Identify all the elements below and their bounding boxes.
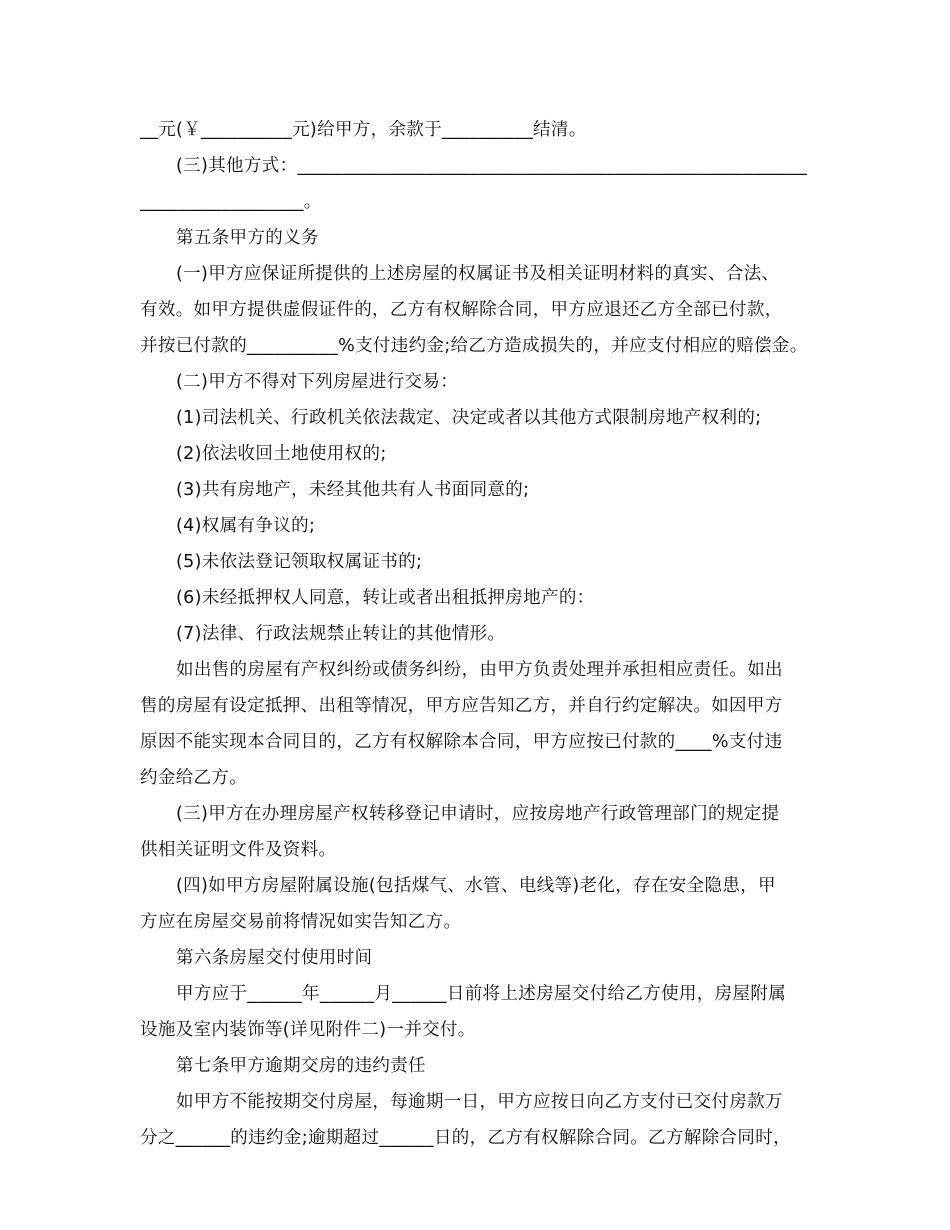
text-line: (一)甲方应保证所提供的上述房屋的权属证书及相关证明材料的真实、合法、: [176, 264, 780, 284]
text-line: 并按已付款的__________%支付违约金;给乙方造成损失的，并应支付相应的赔偿金。: [140, 336, 808, 356]
text-line: 售的房屋有设定抵押、出租等情况，甲方应告知乙方，并自行约定解决。如因甲方: [140, 696, 783, 716]
text-line: (三)其他方式：________________________________________________________: [176, 156, 808, 176]
text-line: 如出售的房屋有产权纠纷或债务纠纷，由甲方负责处理并承担相应责任。如出: [176, 660, 783, 680]
list-item: (7)法律、行政法规禁止转让的其他情形。: [176, 624, 506, 644]
text-line: 约金给乙方。: [140, 768, 248, 788]
text-line: (四)如甲方房屋附属设施(包括煤气、水管、电线等)老化，存在安全隐患，甲: [176, 876, 776, 896]
list-item: (1)司法机关、行政机关依法裁定、决定或者以其他方式限制房地产权利的;: [176, 408, 762, 428]
list-item: (2)依法收回土地使用权的;: [176, 444, 387, 464]
text-line: 设施及室内装饰等(详见附件二)一并交付。: [140, 1020, 476, 1040]
text-line: __________________。: [140, 192, 322, 212]
section-heading: 第七条甲方逾期交房的违约责任: [176, 1056, 426, 1076]
text-line: (三)甲方在办理房屋产权转移登记申请时，应按房地产行政管理部门的规定提: [176, 804, 780, 824]
text-line: __元(￥__________元)给甲方，余款于__________结清。: [140, 120, 587, 140]
text-line: 供相关证明文件及资料。: [140, 840, 337, 860]
list-item: (6)未经抵押权人同意，转让或者出租抵押房地产的：: [176, 588, 595, 608]
text-line: 原因不能实现本合同目的，乙方有权解除本合同，甲方应按已付款的____%支付违: [140, 732, 783, 752]
section-heading: 第六条房屋交付使用时间: [176, 948, 373, 968]
text-line: 如甲方不能按期交付房屋，每逾期一日，甲方应按日向乙方支付已交付房款万: [176, 1092, 783, 1112]
text-line: (二)甲方不得对下列房屋进行交易：: [176, 372, 459, 392]
text-line: 分之______的违约金;逾期超过______日的，乙方有权解除合同。乙方解除合同时，: [140, 1128, 791, 1148]
section-heading: 第五条甲方的义务: [176, 228, 319, 248]
list-item: (3)共有房地产，未经其他共有人书面同意的;: [176, 480, 530, 500]
list-item: (5)未依法登记领取权属证书的;: [176, 552, 423, 572]
text-line: 方应在房屋交易前将情况如实告知乙方。: [140, 912, 462, 932]
list-item: (4)权属有争议的;: [176, 516, 316, 536]
text-line: 甲方应于______年______月______日前将上述房屋交付给乙方使用，房屋附属: [176, 984, 787, 1004]
text-line: 有效。如甲方提供虚假证件的，乙方有权解除合同，甲方应退还乙方全部已付款，: [140, 300, 783, 320]
